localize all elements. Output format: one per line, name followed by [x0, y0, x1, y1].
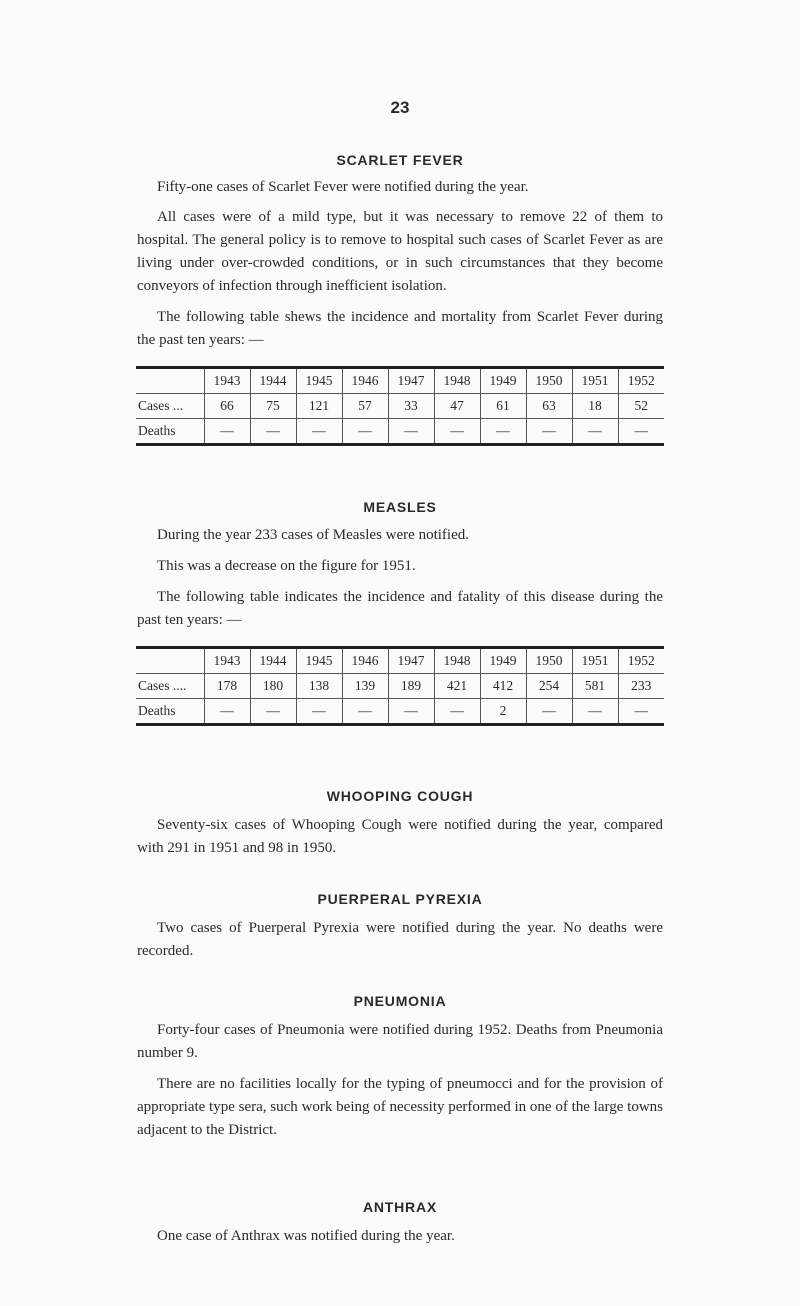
year-cell: 1944: [250, 648, 296, 674]
year-cell: 1945: [296, 648, 342, 674]
year-cell: 1943: [204, 368, 250, 394]
deaths-cell: —: [388, 419, 434, 445]
year-cell: 1952: [618, 648, 664, 674]
year-cell: 1947: [388, 368, 434, 394]
year-cell: 1943: [204, 648, 250, 674]
anthrax-para-1: One case of Anthrax was notified during the year.: [157, 1228, 455, 1244]
row-label: Cases ...: [138, 398, 183, 413]
year-cell: 1952: [618, 368, 664, 394]
year-cell: 1947: [388, 648, 434, 674]
deaths-cell: —: [342, 419, 388, 445]
scarlet-fever-para-3: The following table shews the incidence and mortality from Scarlet Fever during the past ten years: —: [137, 309, 663, 348]
year-cell: 1945: [296, 368, 342, 394]
deaths-cell: —: [618, 699, 664, 725]
pneumonia-para-2: There are no facilities locally for the typing of pneumocci and for the provision of appropriate type sera, such work being of necessity performed in one of the large towns adjacent to the District.: [137, 1076, 663, 1138]
deaths-cell: —: [572, 419, 618, 445]
whooping-cough-heading: WHOOPING COUGH: [326, 788, 474, 804]
cases-cell: 138: [296, 674, 342, 699]
year-cell: 1944: [250, 368, 296, 394]
measles-para-3: The following table indicates the incidence and fatality of this disease during the past ten years: —: [137, 589, 663, 628]
deaths-cell: —: [388, 699, 434, 725]
cases-cell: 178: [204, 674, 250, 699]
deaths-cell: —: [250, 419, 296, 445]
deaths-cell: —: [572, 699, 618, 725]
measles-table: [136, 646, 664, 726]
cases-cell: 61: [480, 394, 526, 419]
cases-cell: 233: [618, 674, 664, 699]
measles-para-1: During the year 233 cases of Measles were notified.: [157, 527, 469, 543]
year-cell: 1950: [526, 648, 572, 674]
table-corner-cell: [136, 648, 204, 674]
deaths-cell: —: [480, 419, 526, 445]
row-label: Cases ....: [138, 678, 187, 693]
cases-cell: 33: [388, 394, 434, 419]
scarlet-fever-para-1: Fifty-one cases of Scarlet Fever were notified during the year.: [157, 179, 529, 195]
pneumonia-para-1: Forty-four cases of Pneumonia were notified during 1952. Deaths from Pneumonia number 9.: [137, 1022, 663, 1061]
scarlet-fever-heading: SCARLET FEVER: [336, 152, 464, 168]
year-cell: 1949: [480, 368, 526, 394]
row-label: Deaths: [138, 423, 176, 438]
cases-row: [136, 674, 664, 699]
cases-cell: 581: [572, 674, 618, 699]
year-cell: 1946: [342, 368, 388, 394]
year-cell: 1951: [572, 368, 618, 394]
deaths-cell: —: [526, 699, 572, 725]
year-cell: 1949: [480, 648, 526, 674]
deaths-cell: —: [434, 699, 480, 725]
cases-cell: 47: [434, 394, 480, 419]
puerperal-pyrexia-heading: PUERPERAL PYREXIA: [317, 891, 483, 907]
whooping-cough-para-1: Seventy-six cases of Whooping Cough were notified during the year, compared with 291 in 1951 and 98 in 1950.: [137, 817, 663, 856]
cases-cell: 18: [572, 394, 618, 419]
year-cell: 1950: [526, 368, 572, 394]
cases-row: [136, 394, 664, 419]
cases-cell: 57: [342, 394, 388, 419]
anthrax-heading: ANTHRAX: [362, 1199, 438, 1215]
cases-cell: 121: [296, 394, 342, 419]
deaths-row: [136, 419, 664, 445]
cases-cell: 139: [342, 674, 388, 699]
cases-cell: 66: [204, 394, 250, 419]
year-cell: 1951: [572, 648, 618, 674]
cases-cell: 254: [526, 674, 572, 699]
deaths-row: [136, 699, 664, 725]
table-header-row: [136, 648, 664, 674]
cases-cell: 52: [618, 394, 664, 419]
cases-cell: 421: [434, 674, 480, 699]
year-cell: 1948: [434, 648, 480, 674]
deaths-cell: —: [296, 699, 342, 725]
cases-cell: 189: [388, 674, 434, 699]
table-header-row: [136, 368, 664, 394]
measles-para-2: This was a decrease on the figure for 1951.: [157, 558, 416, 574]
row-label: Deaths: [138, 703, 176, 718]
cases-cell: 180: [250, 674, 296, 699]
year-cell: 1948: [434, 368, 480, 394]
cases-cell: 63: [526, 394, 572, 419]
puerperal-pyrexia-para-1: Two cases of Puerperal Pyrexia were notified during the year. No deaths were recorded.: [137, 920, 663, 959]
deaths-cell: —: [296, 419, 342, 445]
deaths-cell: —: [342, 699, 388, 725]
deaths-cell: 2: [480, 699, 526, 725]
deaths-cell: —: [250, 699, 296, 725]
deaths-cell: —: [204, 419, 250, 445]
pneumonia-heading: PNEUMONIA: [353, 993, 447, 1009]
page-number: 23: [390, 98, 410, 117]
cases-cell: 75: [250, 394, 296, 419]
deaths-cell: —: [526, 419, 572, 445]
measles-heading: MEASLES: [363, 499, 437, 515]
deaths-cell: —: [204, 699, 250, 725]
deaths-cell: —: [434, 419, 480, 445]
cases-cell: 412: [480, 674, 526, 699]
scarlet-fever-table: [136, 366, 664, 446]
deaths-cell: —: [618, 419, 664, 445]
table-corner-cell: [136, 368, 204, 394]
scarlet-fever-para-2: All cases were of a mild type, but it was necessary to remove 22 of them to hospital. The general policy is to remove to hospital such cases of Scarlet Fever as are living under over-crowded conditions, or in such circumstances that they become conveyors of infection through inefficient isolation.: [137, 209, 663, 294]
year-cell: 1946: [342, 648, 388, 674]
